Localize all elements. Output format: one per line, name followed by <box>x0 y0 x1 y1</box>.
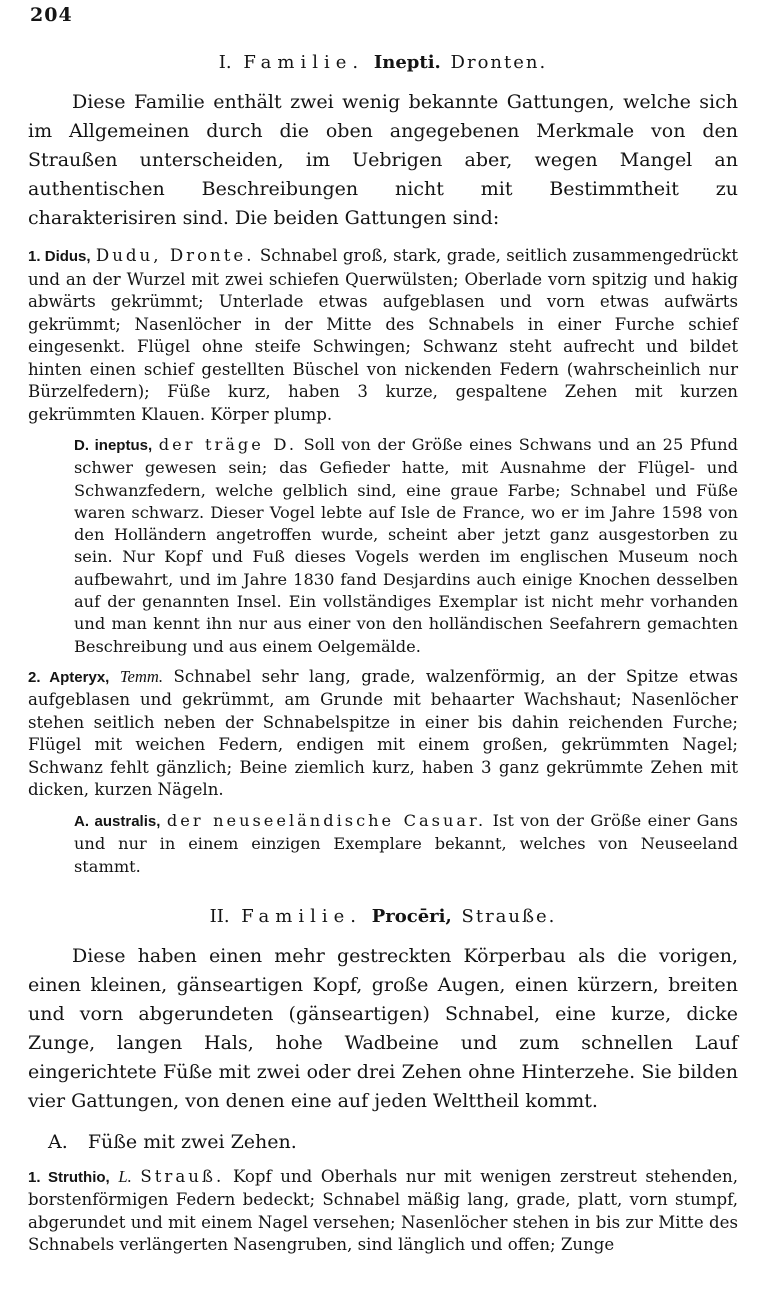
family-intro-1: Diese Familie enthält zwei wenig bekannte Gattungen, welche sich im Allgemeinen durch die oben angegebenen Merkmale von den Straußen unterscheiden, im Uebrigen aber, wegen Mangel an authentischen Beschreibungen nicht mit Bestimmtheit zu charakterisiren sind. Die beiden Gattungen sind: <box>28 91 738 229</box>
subgroup-letter: A. <box>48 1130 68 1153</box>
family-intro-2: Diese haben einen mehr gestreckten Körperbau als die vorigen, einen kleinen, gänseartigen Kopf, große Augen, einen kürzern, breiten und vorn abgerundeten (gänseartigen) Schnabel, eine kurze, dicke Zunge, langen Hals, hohe Wadbeine und zum schnellen Lauf eingerichtete Füße mit zwei oder drei Zehen ohne Hinterzehe. Sie bilden vier Gattungen, von denen eine auf jeden Welttheil kommt. <box>28 944 738 1112</box>
subgroup-heading <box>28 1128 738 1156</box>
genus-description: Kopf und Oberhals nur mit wenigen zerstreut stehenden, borstenförmigen Federn bedeckt; Schnabel mäßig lang, grade, platt, vorn stumpf, abgerundet und mit einem Nagel versehen; Nasenlöcher stehen in bis zur Mitte des Schnabels verlängerten Nasengruben, sind länglich und offen; Zunge <box>28 1166 739 1255</box>
family-german-name: Strauße. <box>461 905 557 927</box>
family-word: Familie. <box>241 905 362 927</box>
genus-number-name: 1. Struthio, <box>28 1168 110 1186</box>
species-name: D. ineptus, <box>74 437 153 454</box>
family-heading-1 <box>28 52 738 74</box>
family-latin-name: Procēri, <box>371 905 452 927</box>
family-rank: I. <box>218 52 232 73</box>
family-german-name: Dronten. <box>450 52 548 73</box>
species-didus-ineptus <box>28 434 738 658</box>
genus-description: Schnabel sehr lang, grade, walzenförmig, an der Spitze etwas aufgeblasen und gekrümmt, am Grunde mit behaarter Wachshaut; Nasenlöcher stehen seitlich neben der Schnabelspitze in einer bis dahin reichenden Furche; Flügel mit weichen Federn, endigen mit einem großen, gekrümmten Nagel; Schwanz fehlt gänzlich; Beine ziemlich kurz, haben 3 ganz gekrümmte Zehen mit dicken, kurzen Nägeln. <box>28 666 738 800</box>
genus-didus <box>28 245 738 426</box>
genus-authority: L. <box>118 1166 132 1186</box>
family-heading-2 <box>28 906 738 928</box>
species-name: A. australis, <box>74 812 161 830</box>
genus-apteryx <box>28 666 738 802</box>
genus-description: Schnabel groß, stark, grade, seitlich zusammengedrückt und an der Wurzel mit zwei schiefen Querwülsten; Oberlade vorn spitzig und hakig abwärts gekrümmt; Unterlade etwas aufgeblasen und vorn etwas aufwärts gekrümmt; Nasenlöcher in der Mitte des Schnabels in einer Furche schief eingesenkt. Flügel ohne steife Schwingen; Schwanz steht aufrecht und bildet hinten einen schief gestellten Büschel von nickenden Federn (wahrscheinlich nur Bürzelfedern); Füße kurz, haben 3 kurze, gespaltene Zehen mit kurzen gekrümmten Klauen. Körper plump. <box>28 246 739 424</box>
genus-german-name: Dudu, Dronte. <box>95 246 255 265</box>
family-word: Familie. <box>243 52 365 73</box>
species-apteryx-australis <box>28 810 738 878</box>
genus-struthio <box>28 1166 738 1257</box>
species-description: Soll von der Größe eines Schwans und an 25 Pfund schwer gewesen sein; das Gefieder hatte, mit Ausnahme der Flügel- und Schwanzfedern, welche gelblich sind, eine graue Farbe; Schnabel und Füße waren schwarz. Dieser Vogel lebte auf Isle de France, wo er im Jahre 1598 von den Holländern angetroffen wurde, scheint aber jetzt ganz ausgestorben zu sein. Nur Kopf und Fuß dieses Vogels werden im englischen Museum noch aufbewahrt, und im Jahre 1830 fand Desjardins auch einige Knochen desselben auf der genannten Insel. Ein vollständiges Exemplar ist nicht mehr vorhanden und man kennt ihn nur aus einer von den holländischen Seefahrern gemachten Beschreibung und aus einem Oelgemälde. <box>74 435 738 656</box>
genus-number-name: 2. Apteryx, <box>28 668 110 686</box>
species-common-name: der neuseeländische Casuar. <box>166 810 487 830</box>
page-number: 204 <box>30 4 73 26</box>
genus-number-name: 1. Didus, <box>28 248 91 265</box>
subgroup-text: Füße mit zwei Zehen. <box>87 1130 297 1153</box>
section-spacer <box>28 886 738 906</box>
species-description: Ist von der Größe einer Gans und nur in einem einzigen Exemplare bekannt, welches von Neuseeland stammt. <box>74 810 738 876</box>
genus-authority: Temm. <box>119 666 163 686</box>
family-latin-name: Inepti. <box>373 52 441 73</box>
species-common-name: der träge D. <box>158 435 298 454</box>
genus-german-name: Strauß. <box>140 1166 225 1186</box>
family-rank: II. <box>209 905 230 927</box>
